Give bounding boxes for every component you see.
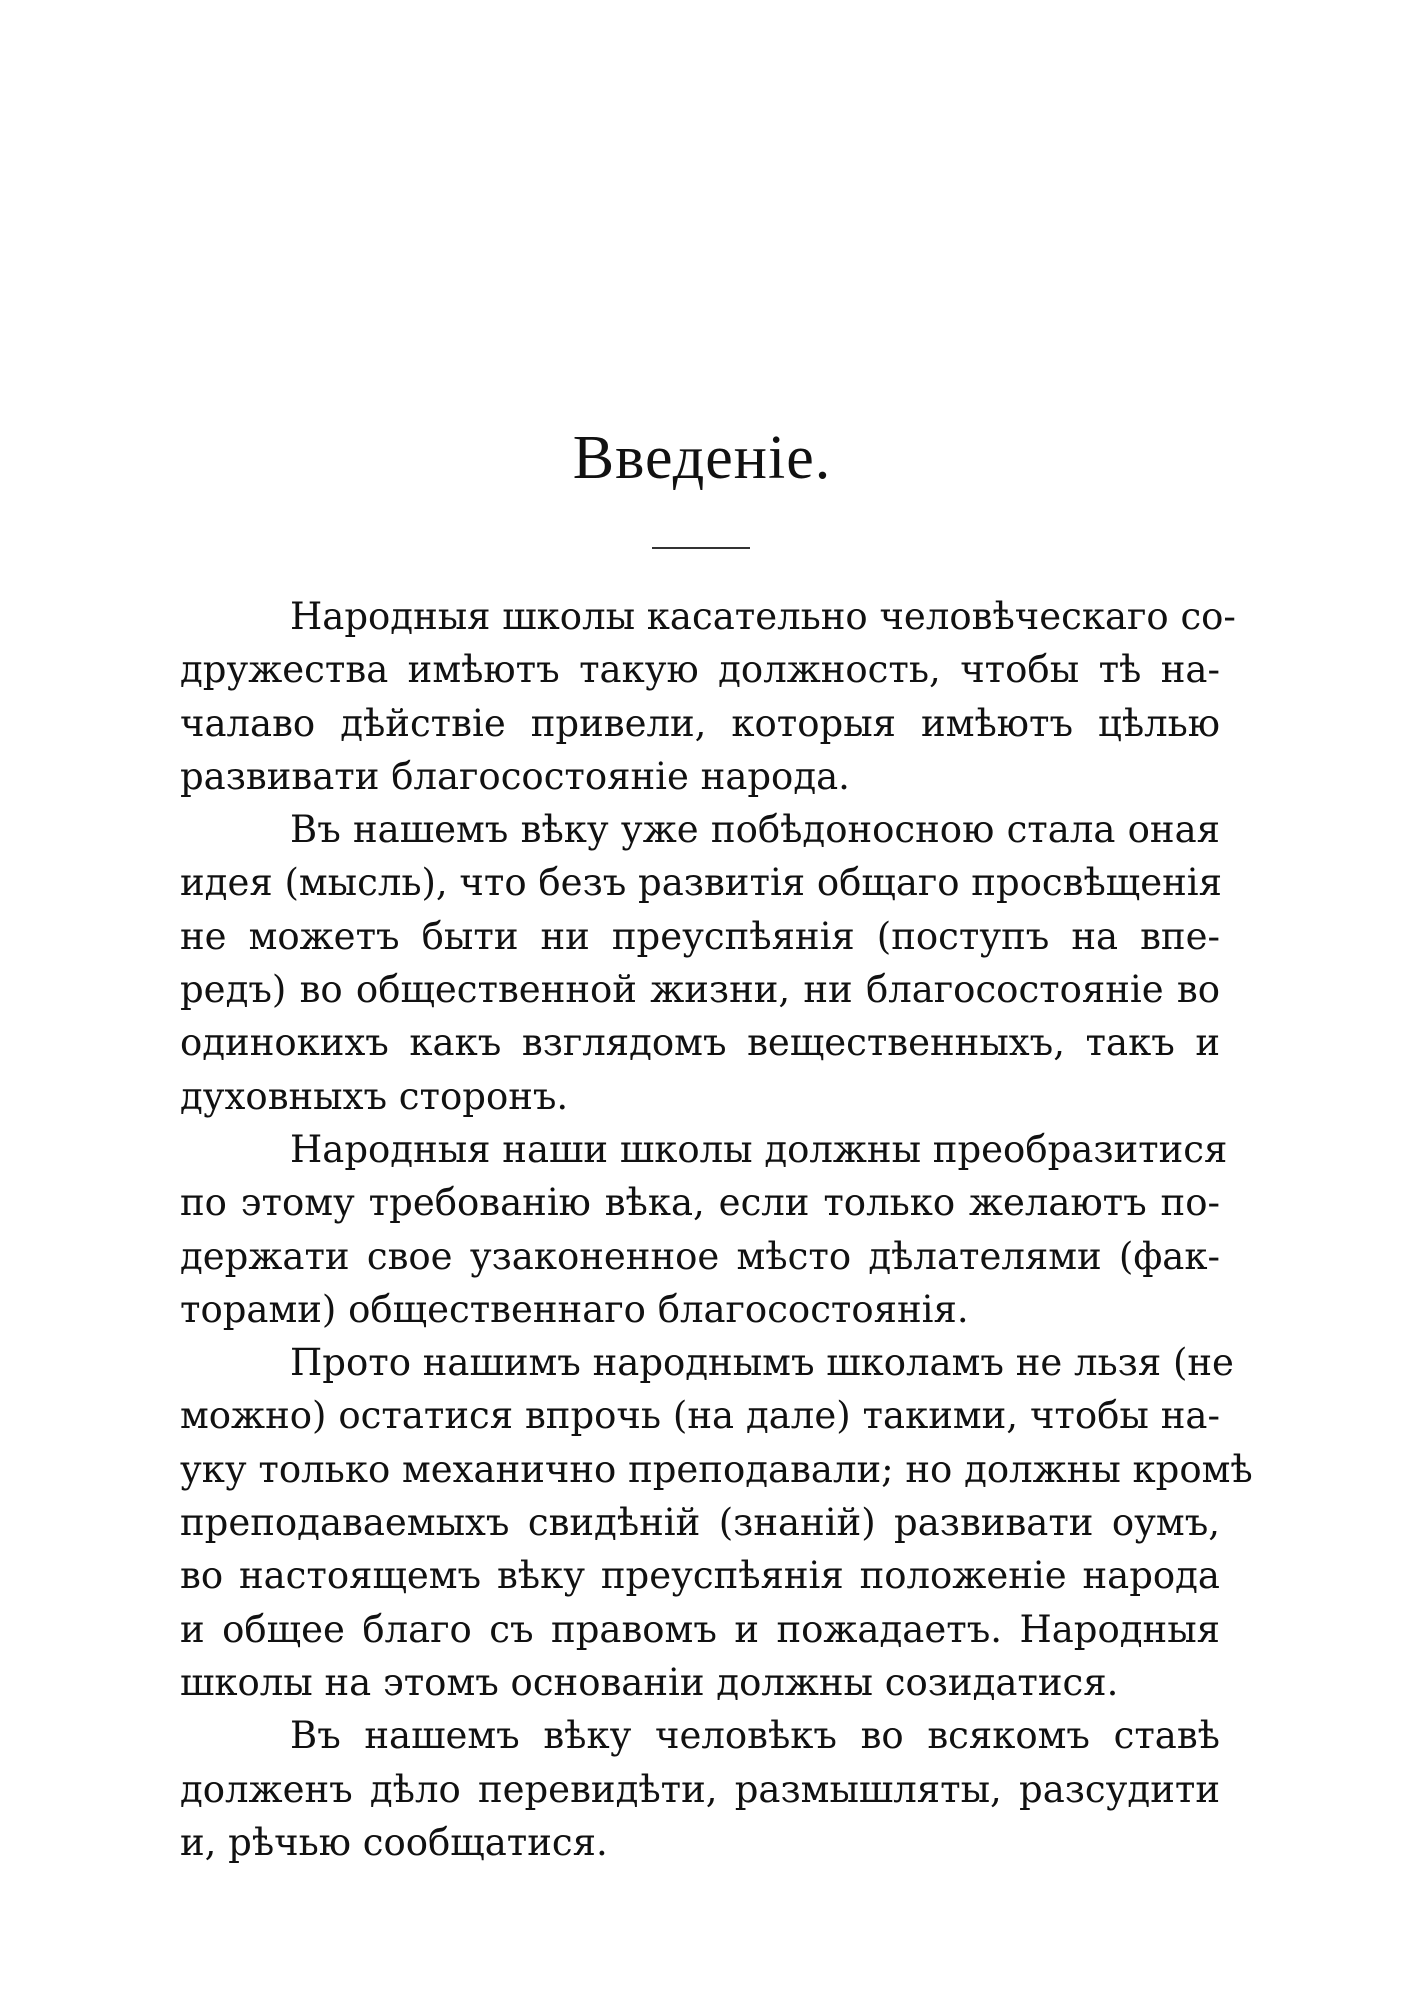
- text-line: редъ) во общественной жизни, ни благосостояніе во: [180, 968, 1220, 1012]
- text-line: долженъ дѣло перевидѣти, размышляты, разсудити: [180, 1767, 1220, 1811]
- text-line: Въ нашемъ вѣку уже побѣдоносною стала оная: [290, 808, 1220, 852]
- paragraph-4: [180, 1336, 1253, 1709]
- paragraph-5: [180, 1709, 1220, 1869]
- text-line: дружества имѣютъ такую должность, чтобы тѣ на-: [180, 648, 1220, 692]
- text-line: держати свое узаконенное мѣсто дѣлателями (фак-: [180, 1234, 1220, 1278]
- paragraph-1: [180, 590, 1236, 803]
- text-line: не можетъ быти ни преуспѣянія (поступъ на впе-: [180, 914, 1220, 958]
- text-line: идея (мысль), что безъ развитія общаго просвѣщенія: [180, 861, 1222, 905]
- text-line: и общее благо съ правомъ и пожадаетъ. Народныя: [180, 1607, 1220, 1651]
- text-line: торами) общественнаго благосостоянія.: [180, 1287, 969, 1331]
- text-line: Прото нашимъ народнымъ школамъ не льзя (не: [290, 1341, 1234, 1385]
- text-line: развивати благосостояніе народа.: [180, 754, 850, 798]
- text-line: Народныя школы касательно человѣческаго со-: [290, 595, 1236, 638]
- text-line: преподаваемыхъ свидѣній (знаній) развивати оумъ,: [180, 1501, 1220, 1545]
- text-line: можно) остатися впрочь (на дале) такими, чтобы на-: [180, 1394, 1220, 1438]
- text-line: школы на этомъ основаніи должны созидатися.: [180, 1660, 1119, 1704]
- paragraph-2: [180, 803, 1220, 1123]
- text-line: во настоящемъ вѣку преуспѣянія положеніе народа: [180, 1554, 1220, 1598]
- paragraph-3: [180, 1123, 1228, 1336]
- text-line: Народныя наши школы должны преобразитися: [290, 1127, 1228, 1171]
- text-line: Въ нашемъ вѣку человѣкъ во всякомъ ставѣ: [290, 1714, 1220, 1758]
- text-line: духовныхъ сторонъ.: [180, 1074, 569, 1118]
- page-title: Введеніе.: [572, 424, 832, 492]
- text-line: и, рѣчью сообщатися.: [180, 1820, 608, 1864]
- text-line: чалаво дѣйствіе привели, которыя имѣютъ цѣлью: [180, 701, 1220, 745]
- title-divider: [652, 547, 750, 549]
- text-line: одинокихъ какъ взглядомъ вещественныхъ, такъ и: [180, 1021, 1220, 1065]
- text-line: по этому требованію вѣка, если только желаютъ по-: [180, 1181, 1220, 1225]
- text-line: уку только механично преподавали; но должны кромѣ: [180, 1447, 1253, 1491]
- body-text: [180, 590, 1253, 1869]
